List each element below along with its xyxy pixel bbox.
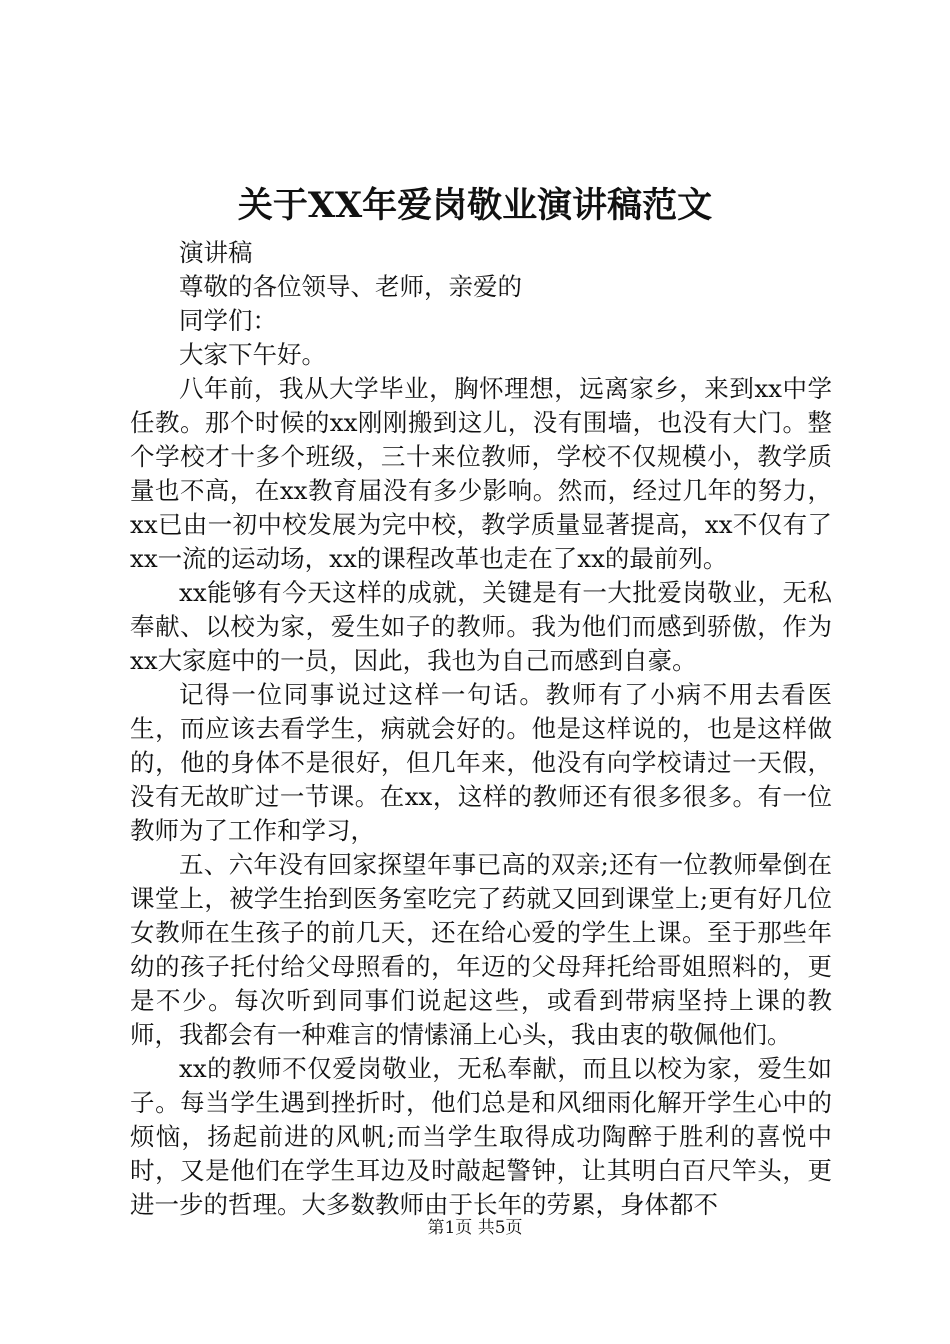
paragraph: 五、六年没有回家探望年事已高的双亲;还有一位教师晕倒在课堂上，被学生抬到医务室吃完了药就又回到课堂上;更有好几位女教师在生孩子的前几天，还在给心爱的学生上课。至于那些年幼的孩子托付给父母照看的，年迈的父母拜托给哥姐照料的，更是不少。每次听到同事们说起这些，或看到带病坚持上课的教师，我都会有一种难言的情愫涌上心头，我由衷的敬佩他们。 (130, 850, 832, 1049)
document-title: 关于XX年爱岗敬业演讲稿范文 (237, 185, 713, 226)
paragraph: 尊敬的各位领导、老师，亲爱的 (179, 272, 522, 301)
paragraph: 八年前，我从大学毕业，胸怀理想，远离家乡，来到xx中学任教。那个时候的xx刚刚搬到这儿，没有围墙，也没有大门。整个学校才十多个班级，三十来位教师，学校不仅规模小，教学质量也不高，在xx教育届没有多少影响。然而，经过几年的努力，xx已由一初中校发展为完中校，教学质量显著提高，xx不仅有了xx一流的运动场，xx的课程改革也走在了xx的最前列。 (130, 374, 832, 573)
paragraph: 大家下午好。 (179, 340, 326, 369)
paragraph: 演讲稿 (179, 238, 253, 267)
paragraph: 同学们： (179, 306, 277, 335)
paragraph: xx能够有今天这样的成就，关键是有一大批爱岗敬业，无私奉献、以校为家，爱生如子的教师。我为他们而感到骄傲，作为xx大家庭中的一员，因此，我也为自己而感到自豪。 (130, 578, 832, 675)
paragraph: xx的教师不仅爱岗敬业，无私奉献，而且以校为家，爱生如子。每当学生遇到挫折时，他们总是和风细雨化解开学生心中的烦恼，扬起前进的风帆;而当学生取得成功陶醉于胜利的喜悦中时，又是他们在学生耳边及时敲起警钟，让其明白百尺竿头，更进一步的哲理。大多数教师由于长年的劳累，身体都不 (130, 1054, 832, 1219)
page-number-footer: 第1页 共5页 (427, 1218, 523, 1238)
document-body (130, 236, 832, 1222)
paragraph: 记得一位同事说过这样一句话。教师有了小病不用去看医生，而应该去看学生，病就会好的。他是这样说的，也是这样做的，他的身体不是很好，但几年来，他没有向学校请过一天假，没有无故旷过一节课。在xx，这样的教师还有很多很多。有一位教师为了工作和学习， (130, 680, 832, 845)
